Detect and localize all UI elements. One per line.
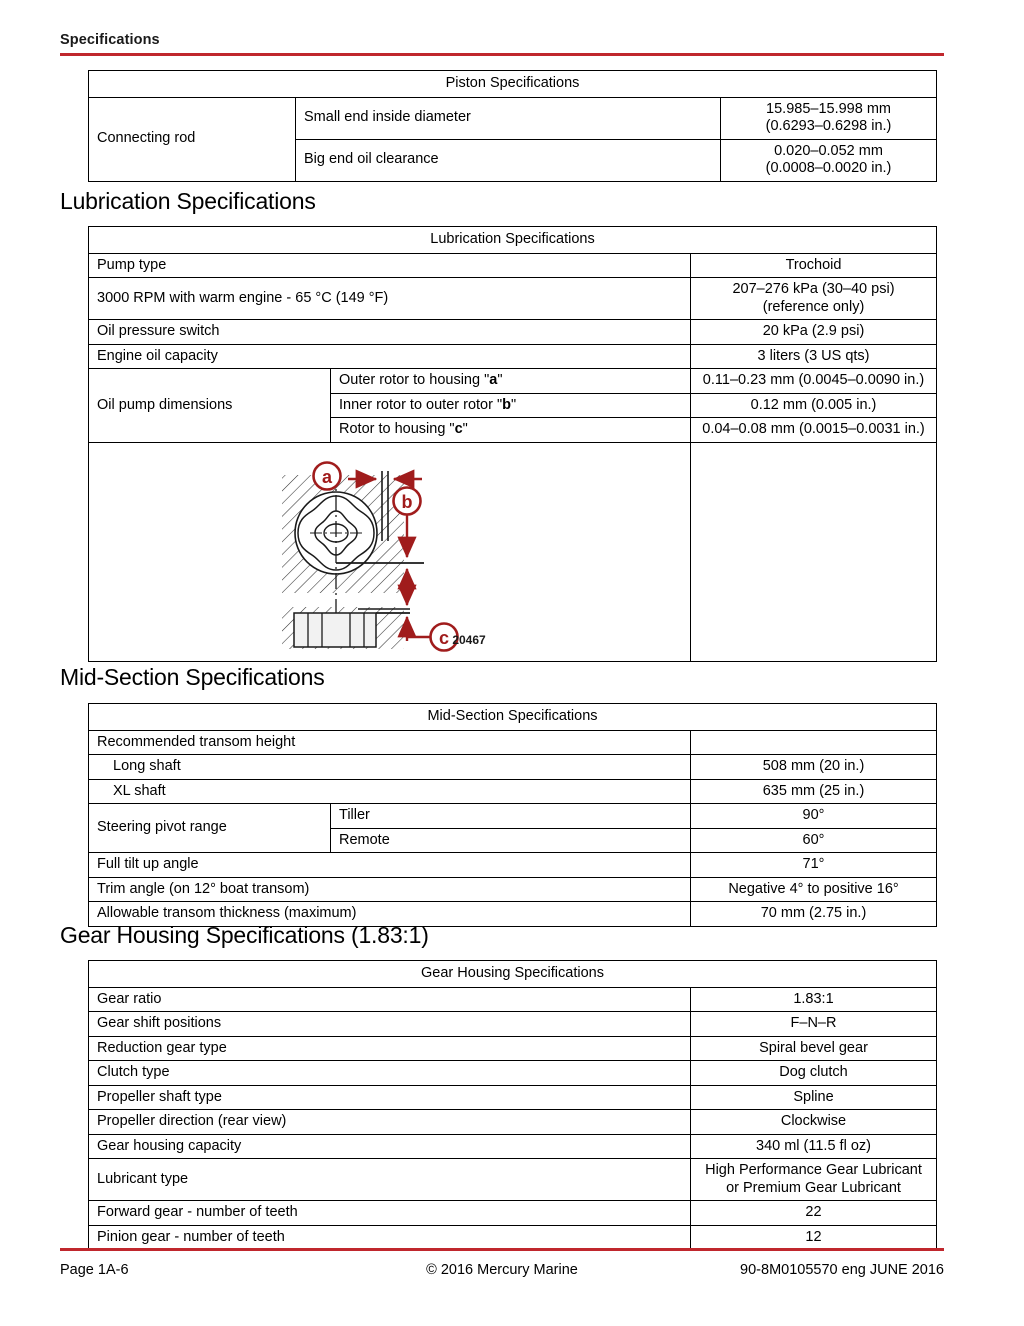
table-row — [89, 1061, 937, 1086]
steering-remote-label: Remote — [331, 828, 691, 853]
gear-housing-capacity-label: Gear housing capacity — [89, 1134, 691, 1159]
full-tilt-up-angle-label: Full tilt up angle — [89, 853, 691, 878]
table-title-row — [89, 961, 937, 988]
rotor-to-housing-value: 0.04–0.08 mm (0.0015–0.0031 in.) — [691, 418, 937, 443]
mid-section-specifications-table — [88, 703, 937, 927]
trim-angle-label: Trim angle (on 12° boat transom) — [89, 877, 691, 902]
section-heading-mid-section: Mid-Section Specifications — [60, 664, 325, 690]
callout-bubble-a — [314, 462, 341, 489]
callout-c-label: c — [438, 627, 450, 648]
table-row — [89, 853, 937, 878]
table-title-row — [89, 71, 937, 98]
pinion-gear-teeth-label: Pinion gear - number of teeth — [89, 1225, 691, 1250]
sub-label-prefix: Outer rotor to housing " — [339, 372, 490, 388]
pump-type-label: Pump type — [89, 253, 691, 278]
table-row — [89, 1085, 937, 1110]
footer-page-number: Page 1A-6 — [60, 1262, 129, 1278]
callout-ref-a: a — [489, 372, 498, 388]
oil-pump-dimensions-label: Oil pump dimensions — [89, 369, 331, 443]
section-heading-gear-housing: Gear Housing Specifications (1.83:1) — [60, 922, 429, 948]
big-end-oil-clearance-label: Big end oil clearance — [296, 139, 721, 181]
table-row — [89, 369, 937, 394]
figure-number: 20467 — [452, 632, 486, 647]
allowable-transom-thickness-value: 70 mm (2.75 in.) — [691, 902, 937, 927]
reduction-gear-type-label: Reduction gear type — [89, 1036, 691, 1061]
pump-type-value: Trochoid — [691, 253, 937, 278]
gear-ratio-label: Gear ratio — [89, 987, 691, 1012]
inner-rotor-to-outer-rotor-value: 0.12 mm (0.005 in.) — [691, 393, 937, 418]
oil-pump-cross-section-drawing — [264, 445, 514, 659]
long-shaft-label: Long shaft — [89, 755, 691, 780]
table-row — [89, 320, 937, 345]
gear-ratio-value: 1.83:1 — [691, 987, 937, 1012]
long-shaft-value: 508 mm (20 in.) — [691, 755, 937, 780]
diagram-row-empty-value-cell — [691, 442, 937, 661]
steering-remote-value: 60° — [691, 828, 937, 853]
recommended-transom-height-value — [691, 730, 937, 755]
table-row — [89, 755, 937, 780]
gear-shift-positions-value: F–N–R — [691, 1012, 937, 1037]
table-row — [89, 97, 937, 139]
header-divider-rule — [60, 53, 944, 56]
propeller-shaft-type-label: Propeller shaft type — [89, 1085, 691, 1110]
allowable-transom-thickness-label: Allowable transom thickness (maximum) — [89, 902, 691, 927]
lubricant-type-value — [691, 1159, 937, 1201]
lubrication-specifications-table — [88, 226, 937, 662]
engine-oil-capacity-label: Engine oil capacity — [89, 344, 691, 369]
small-end-inside-diameter-value — [721, 97, 937, 139]
propeller-direction-value: Clockwise — [691, 1110, 937, 1135]
value-line-note: (reference only) — [762, 298, 865, 315]
oil-pressure-rpm-value — [691, 278, 937, 320]
value-line-primary: 207–276 kPa (30–40 psi) — [732, 281, 895, 297]
value-line-secondary: or Premium Gear Lubricant — [726, 1179, 901, 1196]
lubricant-type-label: Lubricant type — [89, 1159, 691, 1201]
table-row — [89, 987, 937, 1012]
steering-tiller-value: 90° — [691, 804, 937, 829]
header-title: Specifications — [60, 32, 160, 48]
big-end-oil-clearance-value — [721, 139, 937, 181]
sub-label-prefix: Inner rotor to outer rotor " — [339, 396, 503, 413]
propeller-shaft-type-value: Spline — [691, 1085, 937, 1110]
xl-shaft-value: 635 mm (25 in.) — [691, 779, 937, 804]
small-end-inside-diameter-label: Small end inside diameter — [296, 97, 721, 139]
callout-a-label: a — [321, 466, 333, 487]
callout-ref-b: b — [502, 396, 511, 413]
diagram-row — [89, 442, 937, 661]
table-row — [89, 877, 937, 902]
table-row — [89, 804, 937, 829]
footer-divider-rule — [60, 1248, 944, 1251]
page-header — [60, 32, 944, 56]
table-row — [89, 1110, 937, 1135]
engine-oil-capacity-value: 3 liters (3 US qts) — [691, 344, 937, 369]
steering-pivot-range-label: Steering pivot range — [89, 804, 331, 853]
table-row — [89, 1012, 937, 1037]
connecting-rod-label: Connecting rod — [89, 97, 296, 181]
gear-housing-table-title: Gear Housing Specifications — [89, 961, 937, 988]
oil-pump-diagram-cell — [89, 442, 691, 661]
piston-specifications-table — [88, 70, 937, 182]
piston-table-title: Piston Specifications — [89, 71, 937, 98]
outer-rotor-to-housing-label — [331, 369, 691, 394]
oil-pressure-switch-label: Oil pressure switch — [89, 320, 691, 345]
trim-angle-value: Negative 4° to positive 16° — [691, 877, 937, 902]
table-row — [89, 779, 937, 804]
oil-pressure-rpm-label: 3000 RPM with warm engine - 65 °C (149 °F) — [89, 278, 691, 320]
mid-section-table-title: Mid-Section Specifications — [89, 704, 937, 731]
callout-ref-c: c — [454, 421, 463, 437]
clutch-type-value: Dog clutch — [691, 1061, 937, 1086]
table-title-row — [89, 227, 937, 254]
forward-gear-teeth-value: 22 — [691, 1201, 937, 1226]
sub-label-suffix: " — [462, 421, 468, 437]
sub-label-prefix: Rotor to housing " — [339, 421, 455, 437]
forward-gear-teeth-label: Forward gear - number of teeth — [89, 1201, 691, 1226]
table-row — [89, 253, 937, 278]
value-line-imperial: (0.0008–0.0020 in.) — [765, 160, 892, 176]
table-row — [89, 1201, 937, 1226]
table-row — [89, 1036, 937, 1061]
footer-content — [60, 1260, 944, 1280]
lubrication-table-title: Lubrication Specifications — [89, 227, 937, 254]
table-row — [89, 1225, 937, 1250]
value-line-primary: High Performance Gear Lubricant — [705, 1162, 922, 1178]
value-line-metric: 0.020–0.052 mm — [774, 142, 883, 159]
table-row — [89, 1159, 937, 1201]
value-line-imperial: (0.6293–0.6298 in.) — [765, 118, 892, 134]
outer-rotor-to-housing-value: 0.11–0.23 mm (0.0045–0.0090 in.) — [691, 369, 937, 394]
footer-document-id: 90-8M0105570 eng JUNE 2016 — [740, 1262, 944, 1278]
steering-tiller-label: Tiller — [331, 804, 691, 829]
sub-label-suffix: " — [510, 396, 517, 413]
reduction-gear-type-value: Spiral bevel gear — [691, 1036, 937, 1061]
table-row — [89, 344, 937, 369]
oil-pressure-switch-value: 20 kPa (2.9 psi) — [691, 320, 937, 345]
table-row — [89, 278, 937, 320]
full-tilt-up-angle-value: 71° — [691, 853, 937, 878]
gear-shift-positions-label: Gear shift positions — [89, 1012, 691, 1037]
gear-housing-capacity-value: 340 ml (11.5 fl oz) — [691, 1134, 937, 1159]
table-row — [89, 1134, 937, 1159]
recommended-transom-height-label: Recommended transom height — [89, 730, 691, 755]
clutch-type-label: Clutch type — [89, 1061, 691, 1086]
table-title-row — [89, 704, 937, 731]
page-footer — [60, 1248, 944, 1280]
inner-rotor-to-outer-rotor-label — [331, 393, 691, 418]
footer-copyright: © 2016 Mercury Marine — [426, 1262, 578, 1278]
oil-pump-diagram — [89, 443, 690, 661]
callout-b-label: b — [401, 491, 413, 512]
propeller-direction-label: Propeller direction (rear view) — [89, 1110, 691, 1135]
callout-bubble-b — [394, 487, 421, 514]
section-heading-lubrication: Lubrication Specifications — [60, 188, 316, 214]
rotor-to-housing-label — [331, 418, 691, 443]
table-row — [89, 730, 937, 755]
xl-shaft-label: XL shaft — [89, 779, 691, 804]
pinion-gear-teeth-value: 12 — [691, 1225, 937, 1250]
value-line-metric: 15.985–15.998 mm — [766, 100, 891, 117]
sub-label-suffix: " — [497, 372, 503, 388]
gear-housing-specifications-table — [88, 960, 937, 1250]
